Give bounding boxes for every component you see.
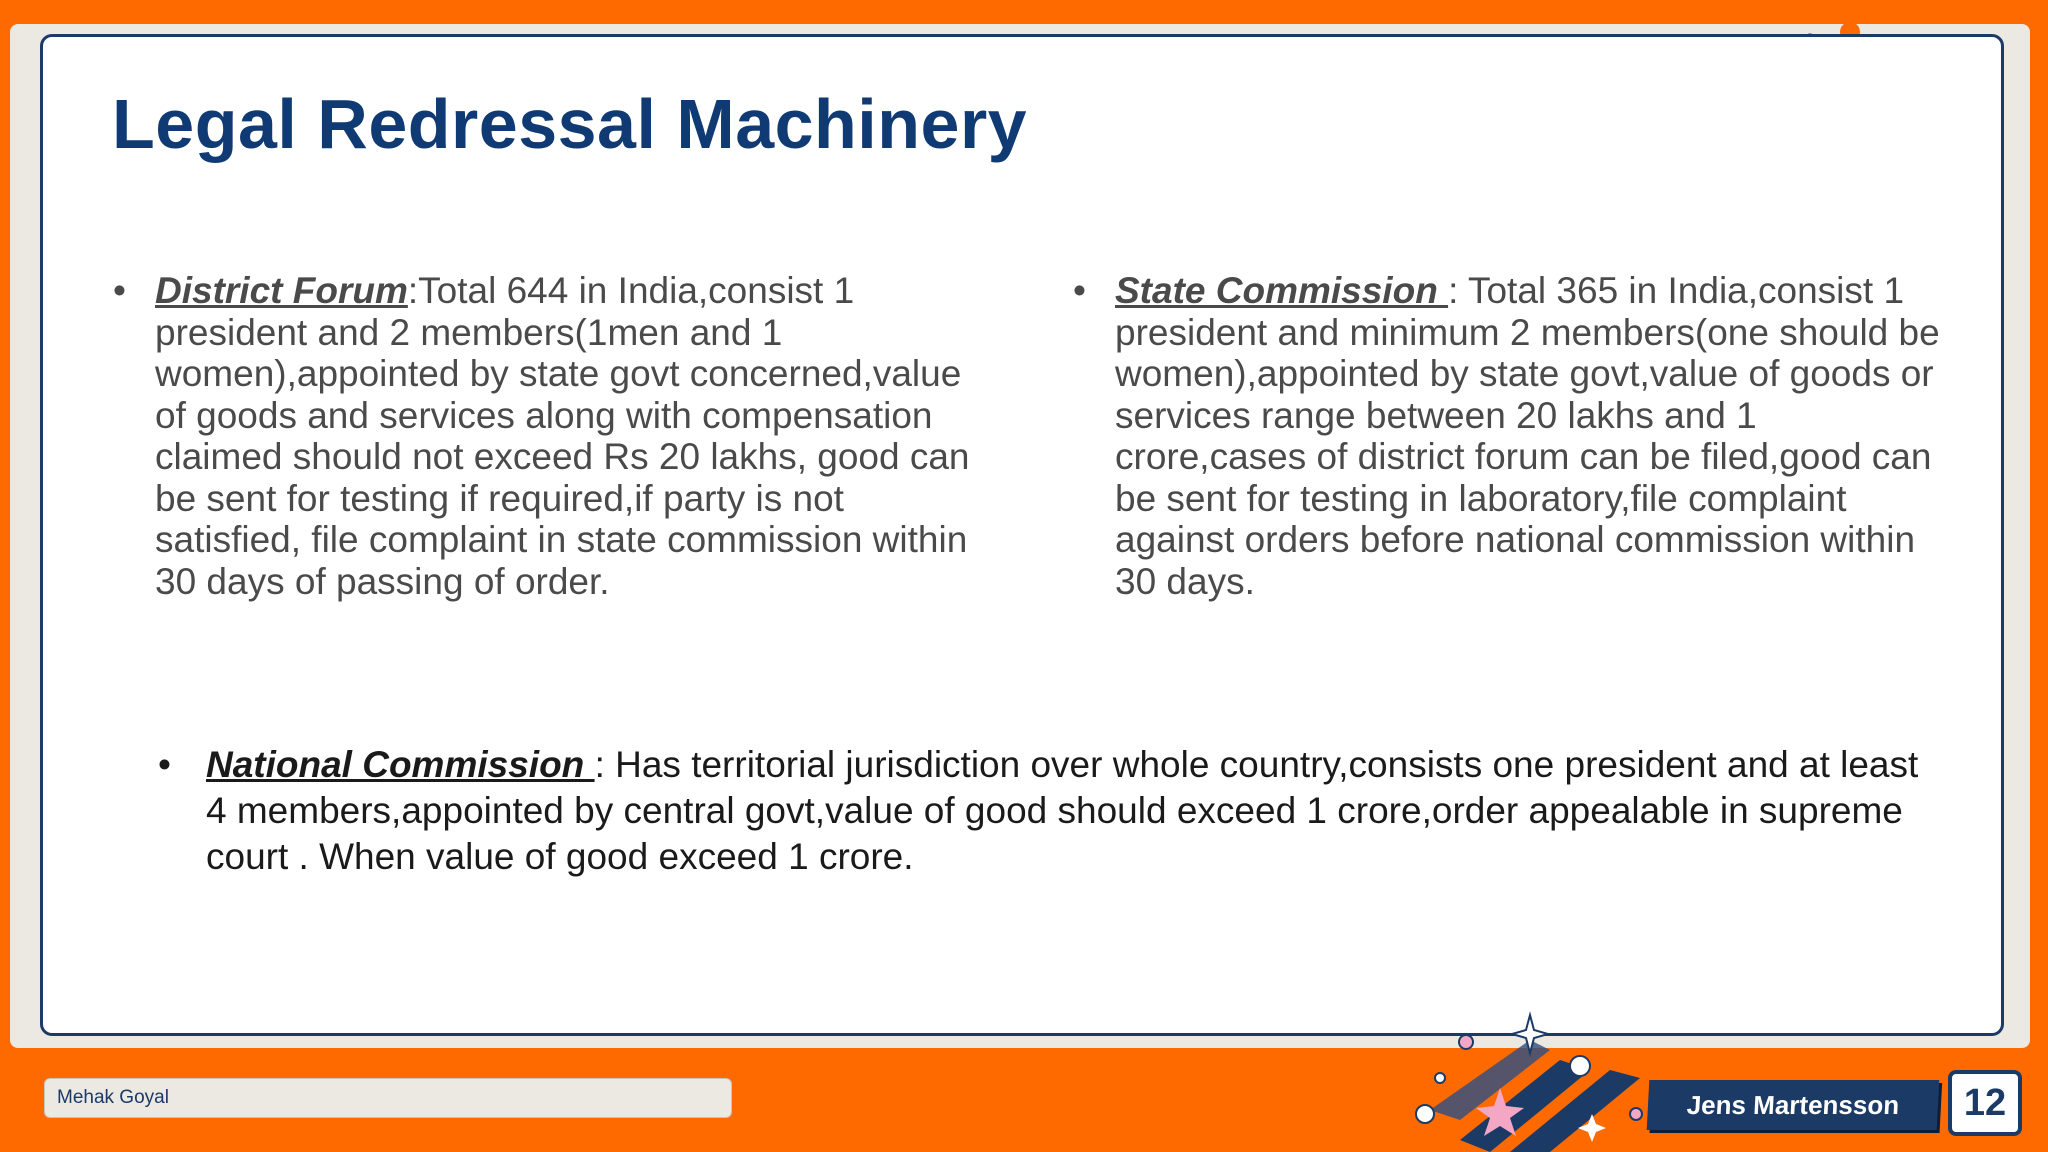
circle-icon [1459,1035,1473,1049]
circle-icon [1630,1108,1642,1120]
author-name-box: Mehak Goyal [44,1078,732,1118]
bullet-marker: • [1073,270,1086,311]
circle-icon [1570,1056,1590,1076]
term-district-forum: District Forum [155,270,408,311]
circle-icon [1435,1073,1445,1083]
term-national-commission: National Commission [206,744,595,785]
page-number: 12 [1948,1070,2022,1136]
state-commission-text: Total 365 in India,consist 1 president and minimum 2 members(one should be women),appointed by state govt,value of goods or services range between 20 lakhs and 1 crore,cases of district forum can be filed,good can be sent for testing in laboratory,file complaint against orders before national commission within 30 days. [1115,270,1940,602]
bullet-district-forum [113,270,985,602]
district-forum-text: Total 644 in India,consist 1 president and 2 members(1men and 1 women),appointed by state govt concerned,value of goods and services along with compensation claimed should not exceed Rs 20 lakhs, good can be sent for testing if required,if party is not satisfied, file complaint in state commission within 30 days of passing of order. [155,270,970,602]
term-state-commission: State Commission [1115,270,1449,311]
separator: : [1448,270,1468,311]
separator: : [594,744,616,785]
bullet-national-commission [158,742,1926,880]
bullet-state-commission [1073,270,1945,602]
slide-title: Legal Redressal Machinery [112,85,1028,163]
national-commission-text: Has territorial jurisdiction over whole country,consists one president and at least 4 members,appointed by central govt,value of good should exceed 1 crore,order appealable in supreme court . When value of good exceed 1 crore. [206,744,1919,877]
bullet-marker: • [113,270,126,311]
bullet-marker: • [158,744,171,785]
star-decoration [1400,1010,1660,1152]
separator: : [407,270,419,311]
presenter-name-badge: Jens Martensson [1647,1080,1940,1130]
circle-icon [1416,1105,1434,1123]
